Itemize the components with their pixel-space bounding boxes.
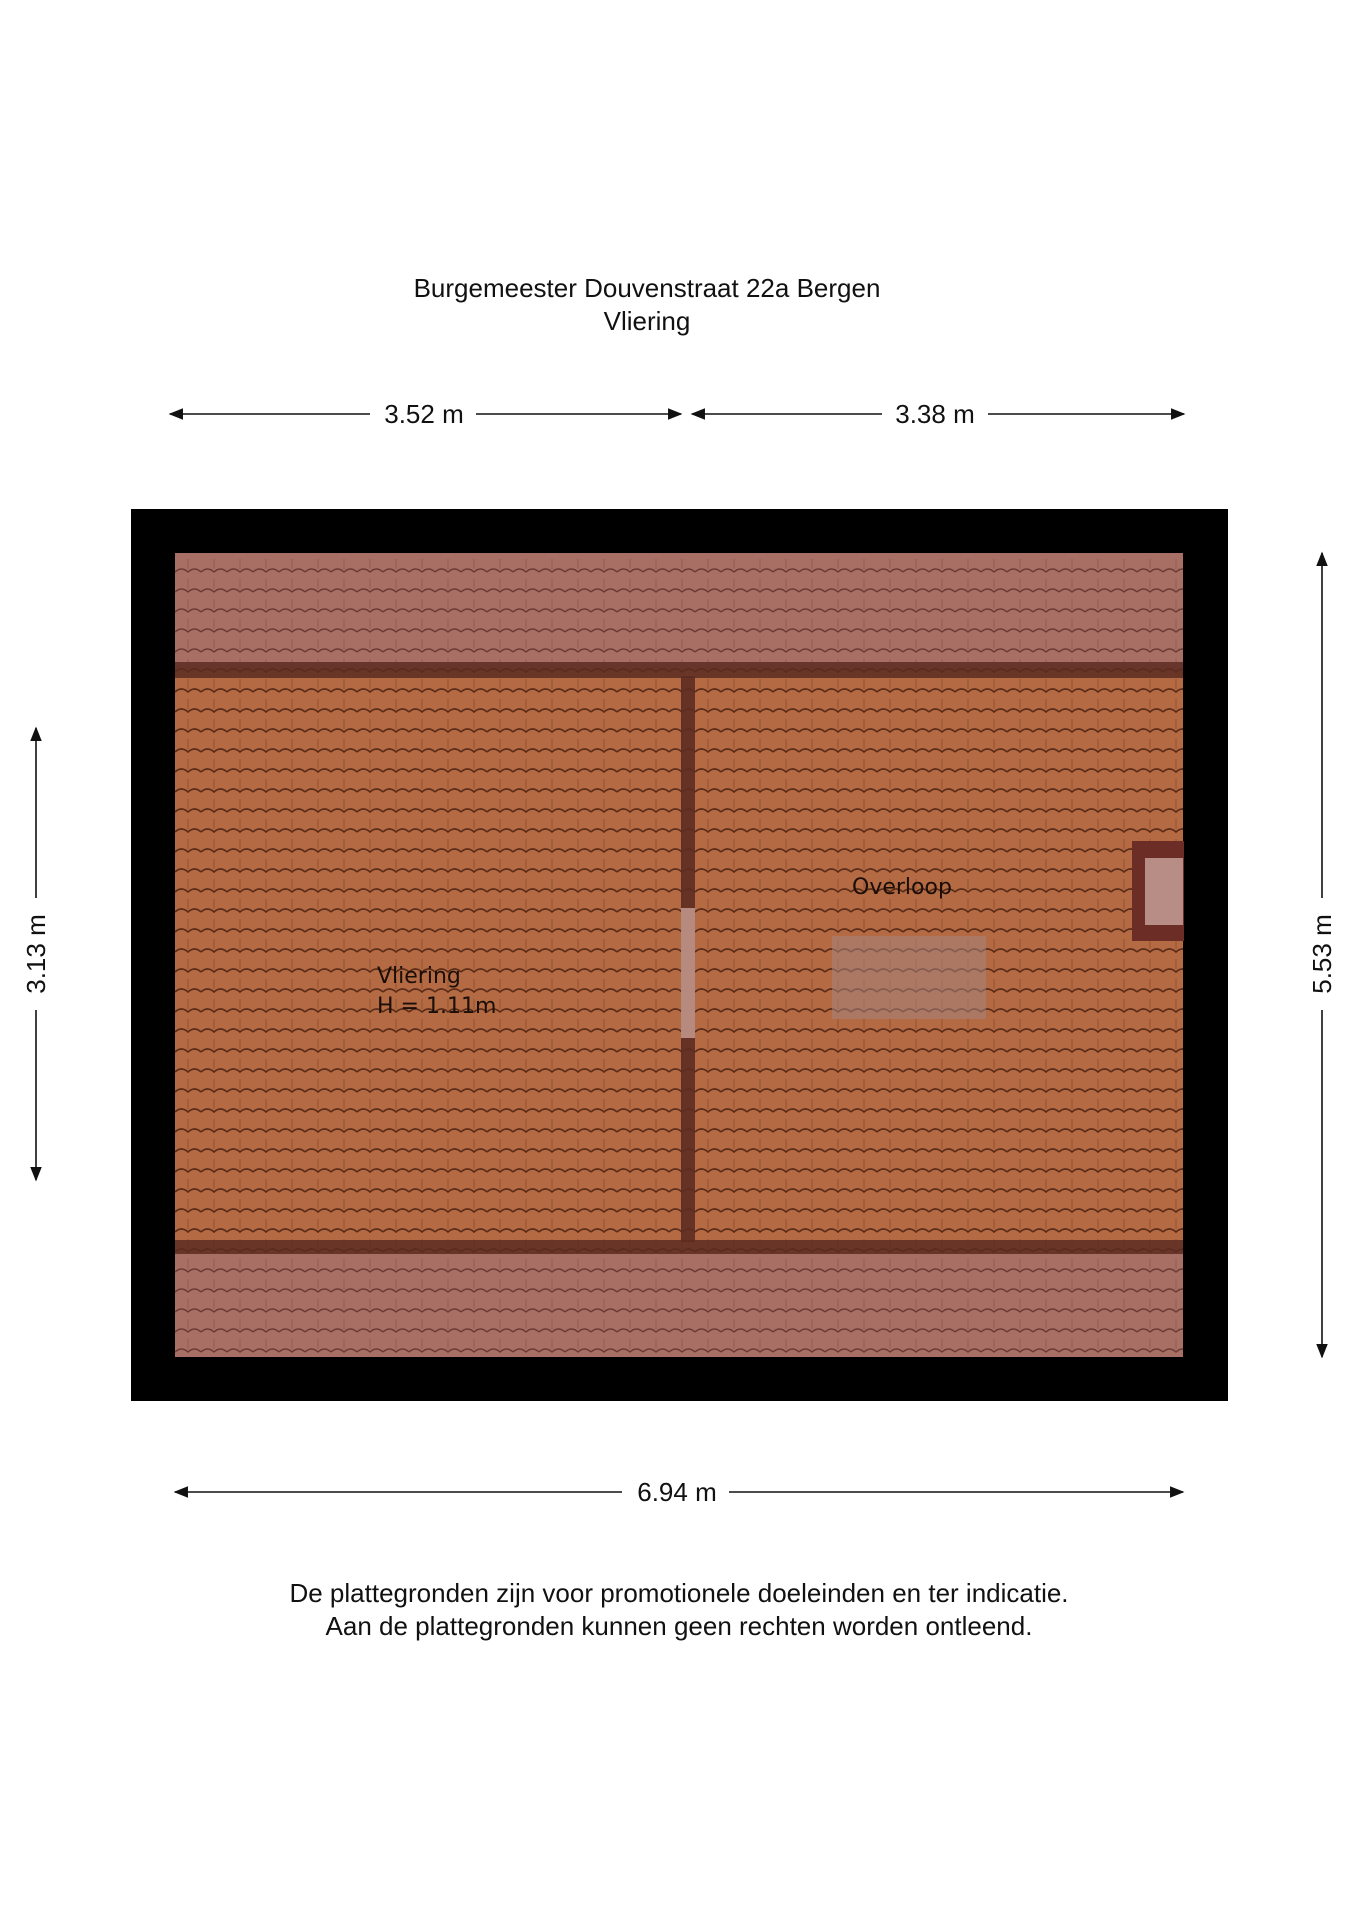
roof-hatch	[832, 936, 986, 1019]
dim-label-top-left: 3.52 m	[384, 399, 464, 429]
address-title: Burgemeester Douvenstraat 22a Bergen	[413, 273, 881, 303]
roof-slope-top	[175, 553, 1183, 668]
room-name-vliering: Vliering	[377, 964, 461, 989]
dim-label-bottom: 6.94 m	[637, 1477, 717, 1507]
dim-label-top-right: 3.38 m	[895, 399, 975, 429]
ridge-bottom	[175, 1240, 1183, 1254]
disclaimer-line-2: Aan de plattegronden kunnen geen rechten worden ontleend.	[325, 1611, 1033, 1641]
disclaimer	[0, 1577, 1358, 1643]
disclaimer-line-1: De plattegronden zijn voor promotionele doeleinden en ter indicatie.	[289, 1578, 1069, 1608]
ridge-top	[175, 662, 1183, 678]
room-height-vliering: H = 1.11m	[377, 994, 497, 1019]
floor-title: Vliering	[603, 306, 691, 336]
opening	[681, 908, 695, 1038]
room-name-overloop: Overloop	[852, 875, 952, 900]
roof-slope-bottom	[175, 1253, 1183, 1357]
chimney-inner	[1145, 858, 1183, 925]
dim-label-left: 3.13 m	[21, 914, 51, 994]
dim-label-right: 5.53 m	[1307, 914, 1337, 994]
